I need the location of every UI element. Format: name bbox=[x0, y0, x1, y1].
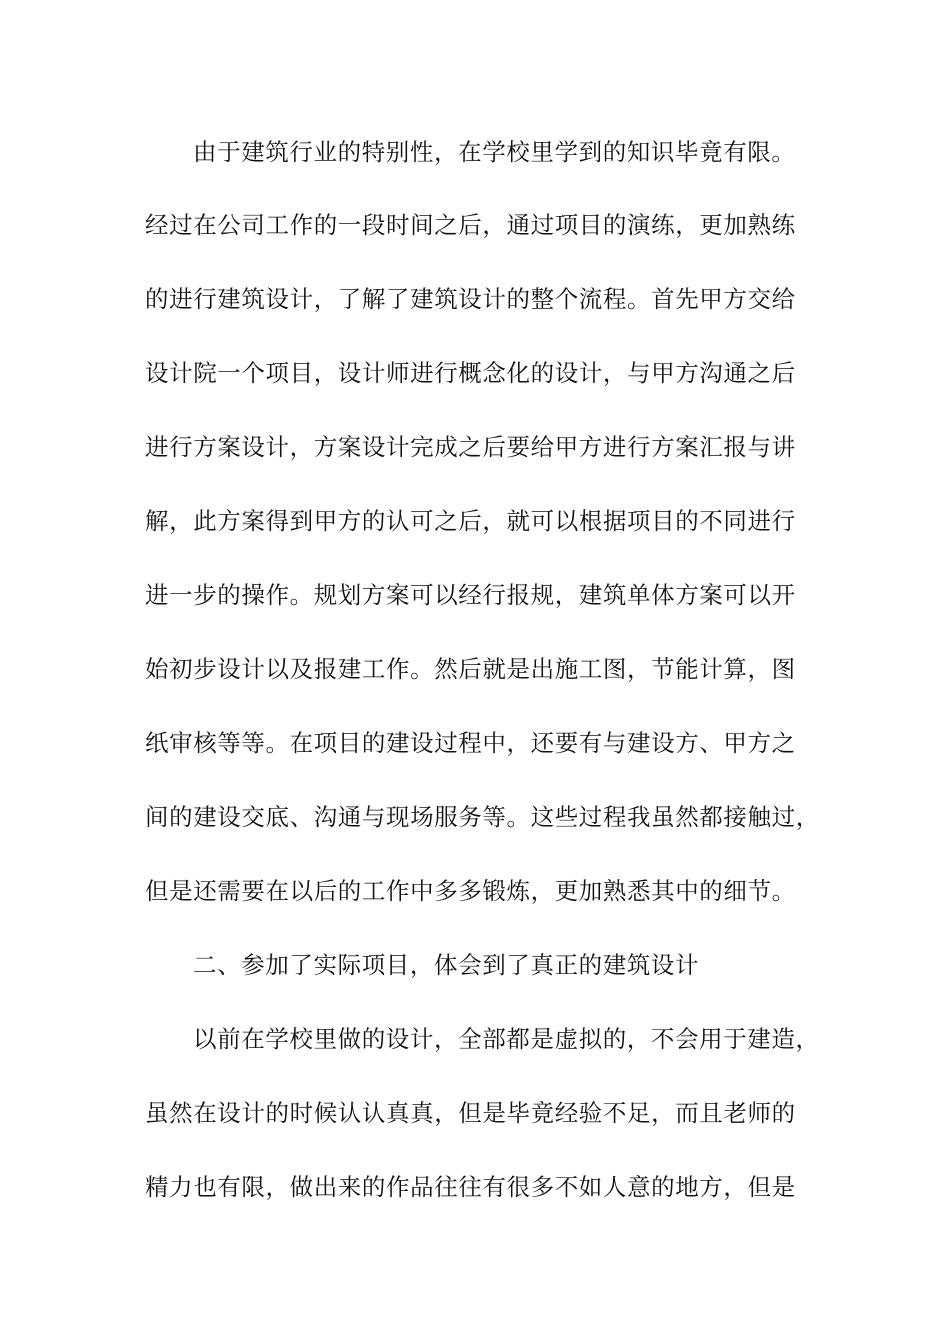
paragraph-line: 但是还需要在以后的工作中多多锻炼，更加熟悉其中的细节。 bbox=[145, 877, 796, 905]
paragraph-line: 的进行建筑设计，了解了建筑设计的整个流程。首先甲方交给 bbox=[145, 285, 796, 313]
paragraph-line: 由于建筑行业的特别性，在学校里学到的知识毕竟有限。 bbox=[193, 138, 796, 166]
paragraph-line: 纸审核等等。在项目的建设过程中，还要有与建设方、甲方之 bbox=[145, 729, 796, 757]
paragraph-line: 精力也有限，做出来的作品往往有很多不如人意的地方，但是 bbox=[145, 1173, 796, 1201]
paragraph-line: 解，此方案得到甲方的认可之后，就可以根据项目的不同进行 bbox=[145, 507, 796, 535]
section-heading: 二、参加了实际项目，体会到了真正的建筑设计 bbox=[193, 951, 700, 979]
paragraph-line: 进一步的操作。规划方案可以经行报规，建筑单体方案可以开 bbox=[145, 581, 796, 609]
paragraph-line: 虽然在设计的时候认认真真，但是毕竟经验不足，而且老师的 bbox=[145, 1099, 796, 1127]
paragraph-line: 始初步设计以及报建工作。然后就是出施工图，节能计算，图 bbox=[145, 655, 796, 683]
paragraph-line: 进行方案设计，方案设计完成之后要给甲方进行方案汇报与讲 bbox=[145, 433, 796, 461]
paragraph-line: 间的建设交底、沟通与现场服务等。这些过程我虽然都接触过， bbox=[145, 803, 820, 831]
paragraph-line: 设计院一个项目，设计师进行概念化的设计，与甲方沟通之后 bbox=[145, 359, 796, 387]
paragraph-line: 以前在学校里做的设计，全部都是虚拟的，不会用于建造， bbox=[193, 1025, 820, 1053]
paragraph-line: 经过在公司工作的一段时间之后，通过项目的演练，更加熟练 bbox=[145, 211, 796, 239]
